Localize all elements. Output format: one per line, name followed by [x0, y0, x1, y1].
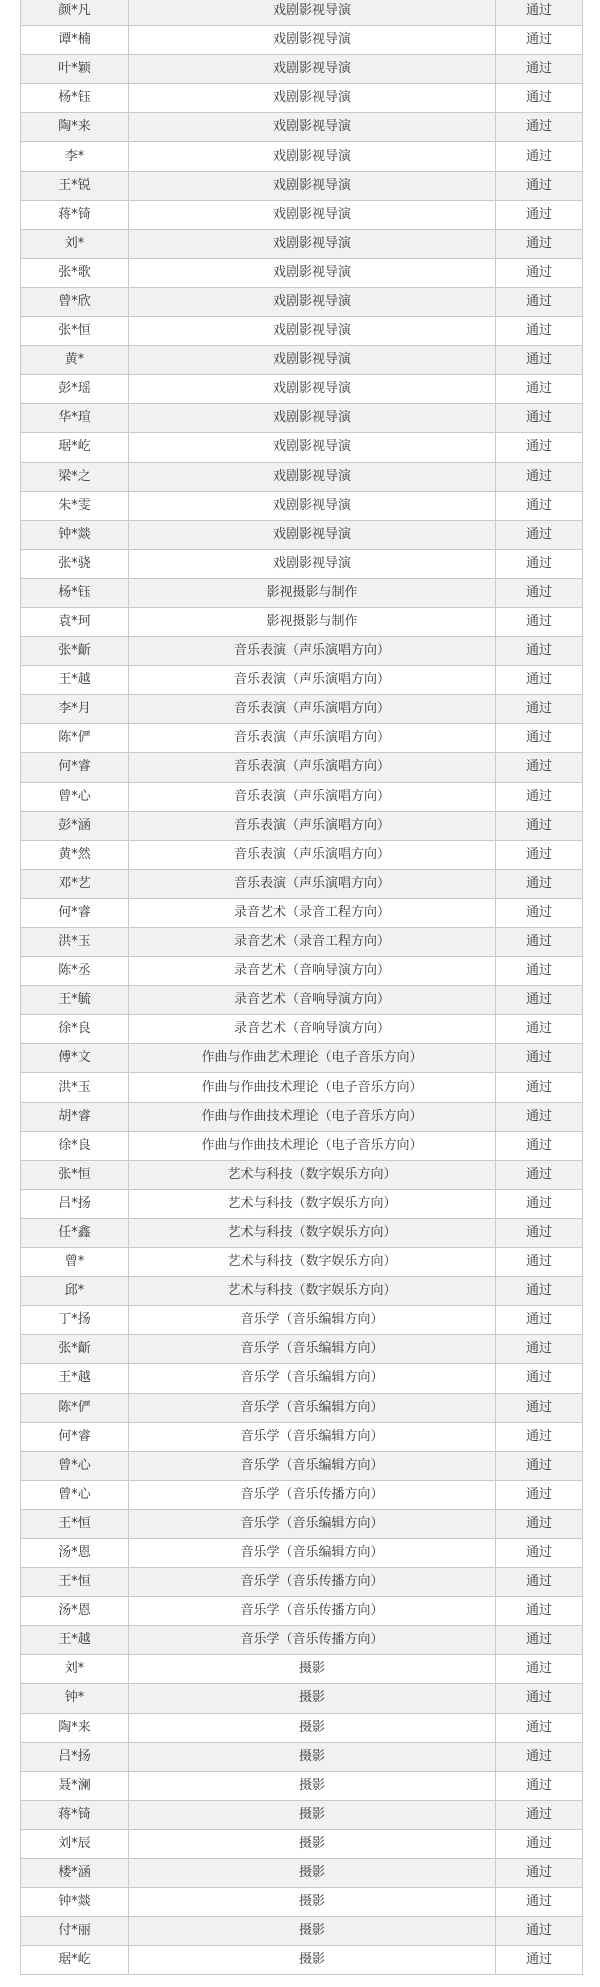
student-name-cell: 吕*扬 [21, 1189, 129, 1218]
major-cell: 音乐学（音乐编辑方向） [129, 1451, 496, 1480]
student-name-cell: 叶*颖 [21, 55, 129, 84]
table-row [21, 1044, 583, 1073]
student-name-cell: 琚*屹 [21, 1946, 129, 1975]
major-cell: 摄影 [129, 1771, 496, 1800]
result-cell: 通过 [496, 84, 583, 113]
table-row [21, 55, 583, 84]
table-row [21, 928, 583, 957]
result-cell: 通过 [496, 1568, 583, 1597]
major-cell: 音乐学（音乐编辑方向） [129, 1364, 496, 1393]
result-cell: 通过 [496, 957, 583, 986]
result-cell: 通过 [496, 1597, 583, 1626]
result-cell: 通过 [496, 491, 583, 520]
student-name-cell: 王*越 [21, 1626, 129, 1655]
table-row [21, 811, 583, 840]
major-cell: 戏剧影视导演 [129, 113, 496, 142]
major-cell: 戏剧影视导演 [129, 462, 496, 491]
result-cell: 通过 [496, 1684, 583, 1713]
major-cell: 音乐学（音乐编辑方向） [129, 1335, 496, 1364]
results-table [20, 0, 583, 1975]
student-name-cell: 颜*凡 [21, 0, 129, 26]
student-name-cell: 洪*玉 [21, 1073, 129, 1102]
table-row [21, 1829, 583, 1858]
result-cell: 通过 [496, 607, 583, 636]
student-name-cell: 陶*来 [21, 1713, 129, 1742]
result-cell: 通过 [496, 1888, 583, 1917]
result-cell: 通过 [496, 1480, 583, 1509]
result-cell: 通过 [496, 1102, 583, 1131]
result-cell: 通过 [496, 898, 583, 927]
major-cell: 摄影 [129, 1655, 496, 1684]
major-cell: 录音艺术（录音工程方向） [129, 928, 496, 957]
table-row [21, 607, 583, 636]
result-cell: 通过 [496, 229, 583, 258]
student-name-cell: 胡*睿 [21, 1102, 129, 1131]
result-cell: 通过 [496, 113, 583, 142]
major-cell: 戏剧影视导演 [129, 0, 496, 26]
table-row [21, 1655, 583, 1684]
table-row [21, 578, 583, 607]
major-cell: 戏剧影视导演 [129, 171, 496, 200]
student-name-cell: 曾*心 [21, 1451, 129, 1480]
major-cell: 戏剧影视导演 [129, 229, 496, 258]
student-name-cell: 傅*文 [21, 1044, 129, 1073]
table-row [21, 1015, 583, 1044]
table-row [21, 1102, 583, 1131]
major-cell: 音乐表演（声乐演唱方向） [129, 695, 496, 724]
table-row [21, 666, 583, 695]
result-cell: 通过 [496, 753, 583, 782]
major-cell: 戏剧影视导演 [129, 317, 496, 346]
result-cell: 通过 [496, 1800, 583, 1829]
major-cell: 摄影 [129, 1800, 496, 1829]
result-cell: 通过 [496, 724, 583, 753]
student-name-cell: 汤*恩 [21, 1538, 129, 1567]
student-name-cell: 徐*良 [21, 1131, 129, 1160]
major-cell: 音乐表演（声乐演唱方向） [129, 782, 496, 811]
table-row [21, 840, 583, 869]
major-cell: 摄影 [129, 1684, 496, 1713]
major-cell: 音乐表演（声乐演唱方向） [129, 840, 496, 869]
student-name-cell: 刘* [21, 229, 129, 258]
result-cell: 通过 [496, 928, 583, 957]
table-row [21, 957, 583, 986]
major-cell: 作曲与作曲技术理论（电子音乐方向） [129, 1131, 496, 1160]
result-cell: 通过 [496, 26, 583, 55]
major-cell: 音乐表演（声乐演唱方向） [129, 869, 496, 898]
major-cell: 摄影 [129, 1917, 496, 1946]
result-cell: 通过 [496, 200, 583, 229]
student-name-cell: 何*睿 [21, 753, 129, 782]
table-row [21, 1626, 583, 1655]
result-cell: 通过 [496, 55, 583, 84]
student-name-cell: 邱* [21, 1277, 129, 1306]
major-cell: 作曲与作曲艺术理论（电子音乐方向） [129, 1044, 496, 1073]
table-row [21, 346, 583, 375]
student-name-cell: 陈*丞 [21, 957, 129, 986]
major-cell: 影视摄影与制作 [129, 578, 496, 607]
table-row [21, 1480, 583, 1509]
table-row [21, 1422, 583, 1451]
student-name-cell: 曾*心 [21, 782, 129, 811]
table-row [21, 1393, 583, 1422]
student-name-cell: 邓*艺 [21, 869, 129, 898]
student-name-cell: 刘*辰 [21, 1829, 129, 1858]
table-row [21, 753, 583, 782]
result-cell: 通过 [496, 549, 583, 578]
major-cell: 戏剧影视导演 [129, 346, 496, 375]
table-row [21, 1160, 583, 1189]
table-row [21, 375, 583, 404]
table-row [21, 520, 583, 549]
table-row [21, 1364, 583, 1393]
student-name-cell: 张*骁 [21, 549, 129, 578]
result-cell: 通过 [496, 375, 583, 404]
major-cell: 艺术与科技（数字娱乐方向） [129, 1277, 496, 1306]
table-row [21, 0, 583, 26]
result-cell: 通过 [496, 1451, 583, 1480]
result-cell: 通过 [496, 1364, 583, 1393]
major-cell: 音乐表演（声乐演唱方向） [129, 753, 496, 782]
result-cell: 通过 [496, 287, 583, 316]
major-cell: 摄影 [129, 1859, 496, 1888]
result-cell: 通过 [496, 1248, 583, 1277]
student-name-cell: 陶*来 [21, 113, 129, 142]
major-cell: 作曲与作曲技术理论（电子音乐方向） [129, 1102, 496, 1131]
table-row [21, 1073, 583, 1102]
student-name-cell: 华*瑄 [21, 404, 129, 433]
result-cell: 通过 [496, 1131, 583, 1160]
student-name-cell: 梁*之 [21, 462, 129, 491]
result-cell: 通过 [496, 1829, 583, 1858]
table-row [21, 287, 583, 316]
result-cell: 通过 [496, 1218, 583, 1247]
table-row [21, 637, 583, 666]
result-cell: 通过 [496, 520, 583, 549]
major-cell: 音乐学（音乐传播方向） [129, 1480, 496, 1509]
major-cell: 戏剧影视导演 [129, 200, 496, 229]
major-cell: 音乐表演（声乐演唱方向） [129, 811, 496, 840]
major-cell: 录音艺术（录音工程方向） [129, 898, 496, 927]
table-row [21, 113, 583, 142]
major-cell: 戏剧影视导演 [129, 549, 496, 578]
result-cell: 通过 [496, 1509, 583, 1538]
student-name-cell: 杨*钰 [21, 84, 129, 113]
result-cell: 通过 [496, 695, 583, 724]
table-row [21, 1277, 583, 1306]
major-cell: 戏剧影视导演 [129, 142, 496, 171]
results-table-body [21, 0, 583, 1975]
student-name-cell: 王*锐 [21, 171, 129, 200]
major-cell: 音乐学（音乐编辑方向） [129, 1422, 496, 1451]
result-cell: 通过 [496, 1713, 583, 1742]
student-name-cell: 丁*扬 [21, 1306, 129, 1335]
table-row [21, 724, 583, 753]
table-row [21, 1335, 583, 1364]
result-cell: 通过 [496, 1626, 583, 1655]
table-row [21, 1888, 583, 1917]
result-cell: 通过 [496, 317, 583, 346]
result-cell: 通过 [496, 840, 583, 869]
table-row [21, 491, 583, 520]
student-name-cell: 黄* [21, 346, 129, 375]
student-name-cell: 徐*良 [21, 1015, 129, 1044]
student-name-cell: 洪*玉 [21, 928, 129, 957]
major-cell: 戏剧影视导演 [129, 287, 496, 316]
table-row [21, 1859, 583, 1888]
table-row [21, 695, 583, 724]
major-cell: 音乐学（音乐传播方向） [129, 1568, 496, 1597]
result-cell: 通过 [496, 142, 583, 171]
result-cell: 通过 [496, 1917, 583, 1946]
major-cell: 音乐表演（声乐演唱方向） [129, 637, 496, 666]
major-cell: 录音艺术（音响导演方向） [129, 986, 496, 1015]
major-cell: 录音艺术（音响导演方向） [129, 1015, 496, 1044]
student-name-cell: 何*睿 [21, 1422, 129, 1451]
result-cell: 通过 [496, 782, 583, 811]
result-cell: 通过 [496, 869, 583, 898]
student-name-cell: 吕*扬 [21, 1742, 129, 1771]
student-name-cell: 谭*楠 [21, 26, 129, 55]
major-cell: 音乐学（音乐编辑方向） [129, 1306, 496, 1335]
major-cell: 音乐学（音乐编辑方向） [129, 1538, 496, 1567]
major-cell: 摄影 [129, 1888, 496, 1917]
table-row [21, 549, 583, 578]
result-cell: 通过 [496, 1742, 583, 1771]
result-cell: 通过 [496, 0, 583, 26]
table-row [21, 1742, 583, 1771]
table-row [21, 1509, 583, 1538]
table-row [21, 1771, 583, 1800]
table-row [21, 258, 583, 287]
table-row [21, 26, 583, 55]
student-name-cell: 琚*屹 [21, 433, 129, 462]
student-name-cell: 楼*涵 [21, 1859, 129, 1888]
student-name-cell: 李* [21, 142, 129, 171]
student-name-cell: 钟*燚 [21, 1888, 129, 1917]
table-row [21, 404, 583, 433]
result-cell: 通过 [496, 666, 583, 695]
result-cell: 通过 [496, 404, 583, 433]
table-row [21, 1946, 583, 1975]
result-cell: 通过 [496, 1538, 583, 1567]
major-cell: 艺术与科技（数字娱乐方向） [129, 1160, 496, 1189]
result-cell: 通过 [496, 1306, 583, 1335]
major-cell: 戏剧影视导演 [129, 375, 496, 404]
result-cell: 通过 [496, 462, 583, 491]
table-row [21, 229, 583, 258]
table-row [21, 1568, 583, 1597]
table-row [21, 1131, 583, 1160]
major-cell: 戏剧影视导演 [129, 433, 496, 462]
table-row [21, 1189, 583, 1218]
table-row [21, 1800, 583, 1829]
result-cell: 通过 [496, 811, 583, 840]
major-cell: 录音艺术（音响导演方向） [129, 957, 496, 986]
major-cell: 艺术与科技（数字娱乐方向） [129, 1189, 496, 1218]
result-cell: 通过 [496, 1277, 583, 1306]
table-row [21, 1306, 583, 1335]
result-cell: 通过 [496, 1015, 583, 1044]
major-cell: 音乐学（音乐编辑方向） [129, 1509, 496, 1538]
student-name-cell: 蒋*锜 [21, 1800, 129, 1829]
major-cell: 戏剧影视导演 [129, 55, 496, 84]
student-name-cell: 杨*钰 [21, 578, 129, 607]
table-row [21, 171, 583, 200]
student-name-cell: 陈*俨 [21, 724, 129, 753]
major-cell: 戏剧影视导演 [129, 258, 496, 287]
result-cell: 通过 [496, 1393, 583, 1422]
major-cell: 戏剧影视导演 [129, 491, 496, 520]
student-name-cell: 王*恒 [21, 1509, 129, 1538]
result-cell: 通过 [496, 1335, 583, 1364]
student-name-cell: 张*恒 [21, 317, 129, 346]
major-cell: 艺术与科技（数字娱乐方向） [129, 1218, 496, 1247]
student-name-cell: 刘* [21, 1655, 129, 1684]
student-name-cell: 汤*恩 [21, 1597, 129, 1626]
major-cell: 摄影 [129, 1946, 496, 1975]
student-name-cell: 李*月 [21, 695, 129, 724]
table-row [21, 869, 583, 898]
result-cell: 通过 [496, 1771, 583, 1800]
result-cell: 通过 [496, 171, 583, 200]
student-name-cell: 付*丽 [21, 1917, 129, 1946]
result-cell: 通过 [496, 1073, 583, 1102]
student-name-cell: 何*睿 [21, 898, 129, 927]
table-row [21, 1538, 583, 1567]
student-name-cell: 蒋*锜 [21, 200, 129, 229]
table-row [21, 1713, 583, 1742]
result-cell: 通过 [496, 1189, 583, 1218]
result-cell: 通过 [496, 986, 583, 1015]
major-cell: 音乐学（音乐传播方向） [129, 1597, 496, 1626]
student-name-cell: 张*齗 [21, 1335, 129, 1364]
table-row [21, 1597, 583, 1626]
table-row [21, 1451, 583, 1480]
student-name-cell: 朱*雯 [21, 491, 129, 520]
student-name-cell: 王*越 [21, 666, 129, 695]
major-cell: 摄影 [129, 1742, 496, 1771]
student-name-cell: 曾* [21, 1248, 129, 1277]
major-cell: 戏剧影视导演 [129, 404, 496, 433]
major-cell: 音乐学（音乐传播方向） [129, 1626, 496, 1655]
major-cell: 作曲与作曲技术理论（电子音乐方向） [129, 1073, 496, 1102]
student-name-cell: 曾*心 [21, 1480, 129, 1509]
table-row [21, 142, 583, 171]
table-row [21, 317, 583, 346]
table-row [21, 1917, 583, 1946]
major-cell: 音乐表演（声乐演唱方向） [129, 724, 496, 753]
result-cell: 通过 [496, 1946, 583, 1975]
result-cell: 通过 [496, 1859, 583, 1888]
student-name-cell: 王*越 [21, 1364, 129, 1393]
student-name-cell: 彭*涵 [21, 811, 129, 840]
major-cell: 影视摄影与制作 [129, 607, 496, 636]
student-name-cell: 钟* [21, 1684, 129, 1713]
result-cell: 通过 [496, 258, 583, 287]
result-cell: 通过 [496, 346, 583, 375]
major-cell: 音乐学（音乐编辑方向） [129, 1393, 496, 1422]
student-name-cell: 任*鑫 [21, 1218, 129, 1247]
major-cell: 摄影 [129, 1713, 496, 1742]
major-cell: 戏剧影视导演 [129, 84, 496, 113]
result-cell: 通过 [496, 637, 583, 666]
table-row [21, 986, 583, 1015]
major-cell: 艺术与科技（数字娱乐方向） [129, 1248, 496, 1277]
student-name-cell: 钟*燚 [21, 520, 129, 549]
table-row [21, 898, 583, 927]
table-row [21, 200, 583, 229]
major-cell: 戏剧影视导演 [129, 520, 496, 549]
result-cell: 通过 [496, 578, 583, 607]
student-name-cell: 张*歌 [21, 258, 129, 287]
result-cell: 通过 [496, 1160, 583, 1189]
student-name-cell: 黄*然 [21, 840, 129, 869]
result-cell: 通过 [496, 433, 583, 462]
student-name-cell: 张*恒 [21, 1160, 129, 1189]
table-row [21, 462, 583, 491]
student-name-cell: 袁*珂 [21, 607, 129, 636]
table-row [21, 433, 583, 462]
student-name-cell: 彭*瑶 [21, 375, 129, 404]
student-name-cell: 王*恒 [21, 1568, 129, 1597]
table-row [21, 84, 583, 113]
table-row [21, 782, 583, 811]
major-cell: 戏剧影视导演 [129, 26, 496, 55]
result-cell: 通过 [496, 1655, 583, 1684]
student-name-cell: 张*齗 [21, 637, 129, 666]
student-name-cell: 曾*欣 [21, 287, 129, 316]
student-name-cell: 王*毓 [21, 986, 129, 1015]
result-cell: 通过 [496, 1044, 583, 1073]
student-name-cell: 聂*澜 [21, 1771, 129, 1800]
table-row [21, 1684, 583, 1713]
student-name-cell: 陈*俨 [21, 1393, 129, 1422]
major-cell: 音乐表演（声乐演唱方向） [129, 666, 496, 695]
result-cell: 通过 [496, 1422, 583, 1451]
table-row [21, 1218, 583, 1247]
table-row [21, 1248, 583, 1277]
major-cell: 摄影 [129, 1829, 496, 1858]
